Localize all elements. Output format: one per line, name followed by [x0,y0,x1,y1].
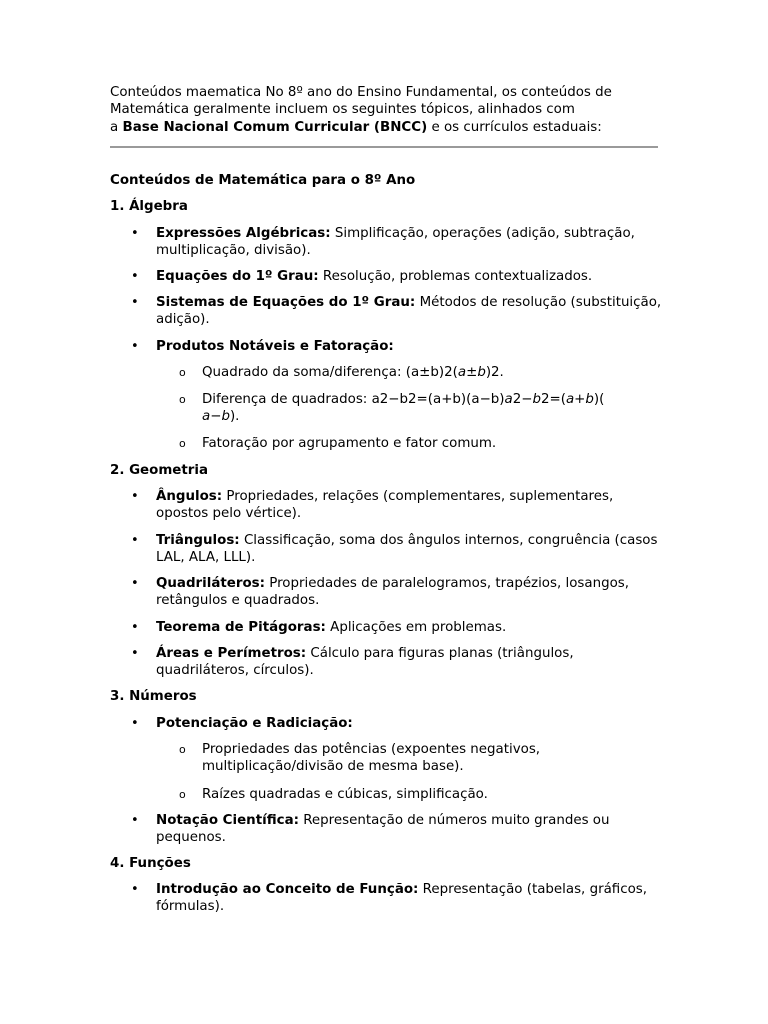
math-text: )2. [485,365,504,380]
list-item-produtos-notaveis [156,338,666,355]
math-text: 2− [512,392,533,407]
item-bold-label: Introdução ao Conceito de Função: [156,882,419,897]
math-text: ± [466,365,478,380]
bullet-icon: • [131,716,139,731]
list-item-pitagoras [156,619,666,636]
sub-bullet-icon: o [179,743,186,756]
intro-line-1: Conteúdos maematica No 8º ano do Ensino Fundamental, os conteúdos de [110,85,612,100]
math-var: b [221,409,230,425]
item-bold-label: Triângulos: [156,533,240,548]
list-item-conceito-funcao [156,881,666,916]
item-text: Cálculo para figuras planas (triângulos, quadriláteros, círculos). [156,646,574,679]
item-bold-label: Expressões Algébricas: [156,226,331,241]
math-text: Quadrado da soma/diferença: (a±b)2( [202,365,458,380]
item-text: Métodos de resolução (substituição, adição). [156,295,662,328]
item-bold-label: Sistemas de Equações do 1º Grau: [156,295,416,310]
section-algebra-title: 1. Álgebra [110,199,188,214]
document-title: Conteúdos de Matemática para o 8º Ano [110,173,416,188]
intro-line-3-pre: a [110,119,119,135]
bullet-icon: • [131,226,139,241]
bullet-icon: • [131,882,139,897]
math-var: b [585,392,594,407]
list-item-potenciacao [156,715,666,732]
math-text: + [574,392,586,407]
list-item-sistemas [156,294,666,329]
item-bold-label: Áreas e Perímetros: [156,646,307,661]
list-item-quadrilateros [156,575,666,610]
section-numeros-title: 3. Números [110,689,197,704]
bullet-icon: • [131,269,139,284]
intro-line-3-post: e os currículos estaduais: [431,119,602,135]
math-text: ). [229,409,240,425]
sub-item-raizes: Raízes quadradas e cúbicas, simplificação. [202,787,488,802]
bullet-icon: • [131,489,139,504]
math-text: − [210,409,222,425]
section-geometria-title: 2. Geometria [110,463,209,478]
item-bold-label: Produtos Notáveis e Fatoração: [156,339,394,354]
sub-bullet-icon: o [179,437,186,450]
sub-bullet-icon: o [179,366,186,379]
math-text: 2=( [540,392,566,407]
math-var: a [202,409,211,425]
bullet-icon: • [131,295,139,310]
list-item-angulos [156,488,666,523]
sub-bullet-icon: o [179,788,186,801]
item-bold-label: Equações do 1º Grau: [156,269,319,284]
item-bold-label: Quadriláteros: [156,576,265,591]
list-item-areas [156,645,666,680]
bullet-icon: • [131,576,139,591]
item-bold-label: Notação Científica: [156,813,299,828]
list-item-expressoes [156,225,666,260]
math-var: b [477,365,486,380]
item-text: Representação (tabelas, gráficos, fórmulas). [156,882,648,915]
list-item-triangulos [156,532,666,567]
math-var: b [532,392,541,407]
sub-item-fatoracao: Fatoração por agrupamento e fator comum. [202,436,497,451]
sub-item-quadrado-soma [202,364,662,381]
intro-paragraph [110,84,670,136]
sub-item-diferenca-quadrados [202,391,662,426]
bullet-icon: • [131,339,139,354]
math-var: a [504,392,513,407]
sub-bullet-icon: o [179,393,186,406]
section-funcoes-title: 4. Funções [110,856,191,871]
bullet-icon: • [131,620,139,635]
bullet-icon: • [131,813,139,828]
math-text: )( [593,392,605,407]
bncc-bold: Base Nacional Comum Curricular (BNCC) [122,119,428,135]
list-item-notacao-cientifica [156,812,666,847]
math-text: Diferença de quadrados: a2−b2=(a+b)(a−b) [202,392,505,407]
item-text: Representação de números muito grandes ou pequenos. [156,813,610,846]
sub-item-propriedades-potencias: Propriedades das potências (expoentes negativos, multiplicação/divisão de mesma base). [202,742,541,775]
item-bold-label: Ângulos: [156,489,223,504]
item-text: Propriedades de paralelogramos, trapézios, losangos, retângulos e quadrados. [156,576,629,609]
item-bold-label: Potenciação e Radiciação: [156,716,353,731]
item-text: Propriedades, relações (complementares, suplementares, opostos pelo vértice). [156,489,614,522]
item-text: Classificação, soma dos ângulos internos, congruência (casos LAL, ALA, LLL). [156,533,658,566]
item-text: Aplicações em problemas. [330,620,507,635]
horizontal-rule [110,146,658,148]
intro-line-2: Matemática geralmente incluem os seguintes tópicos, alinhados com [110,102,575,118]
math-var: a [565,392,575,407]
list-item-equacoes [156,268,666,285]
item-bold-label: Teorema de Pitágoras: [156,620,326,635]
item-text: Resolução, problemas contextualizados. [322,269,593,284]
item-text: Simplificação, operações (adição, subtração, multiplicação, divisão). [156,226,635,259]
bullet-icon: • [131,533,139,548]
bullet-icon: • [131,646,139,661]
math-var: a [457,365,467,380]
